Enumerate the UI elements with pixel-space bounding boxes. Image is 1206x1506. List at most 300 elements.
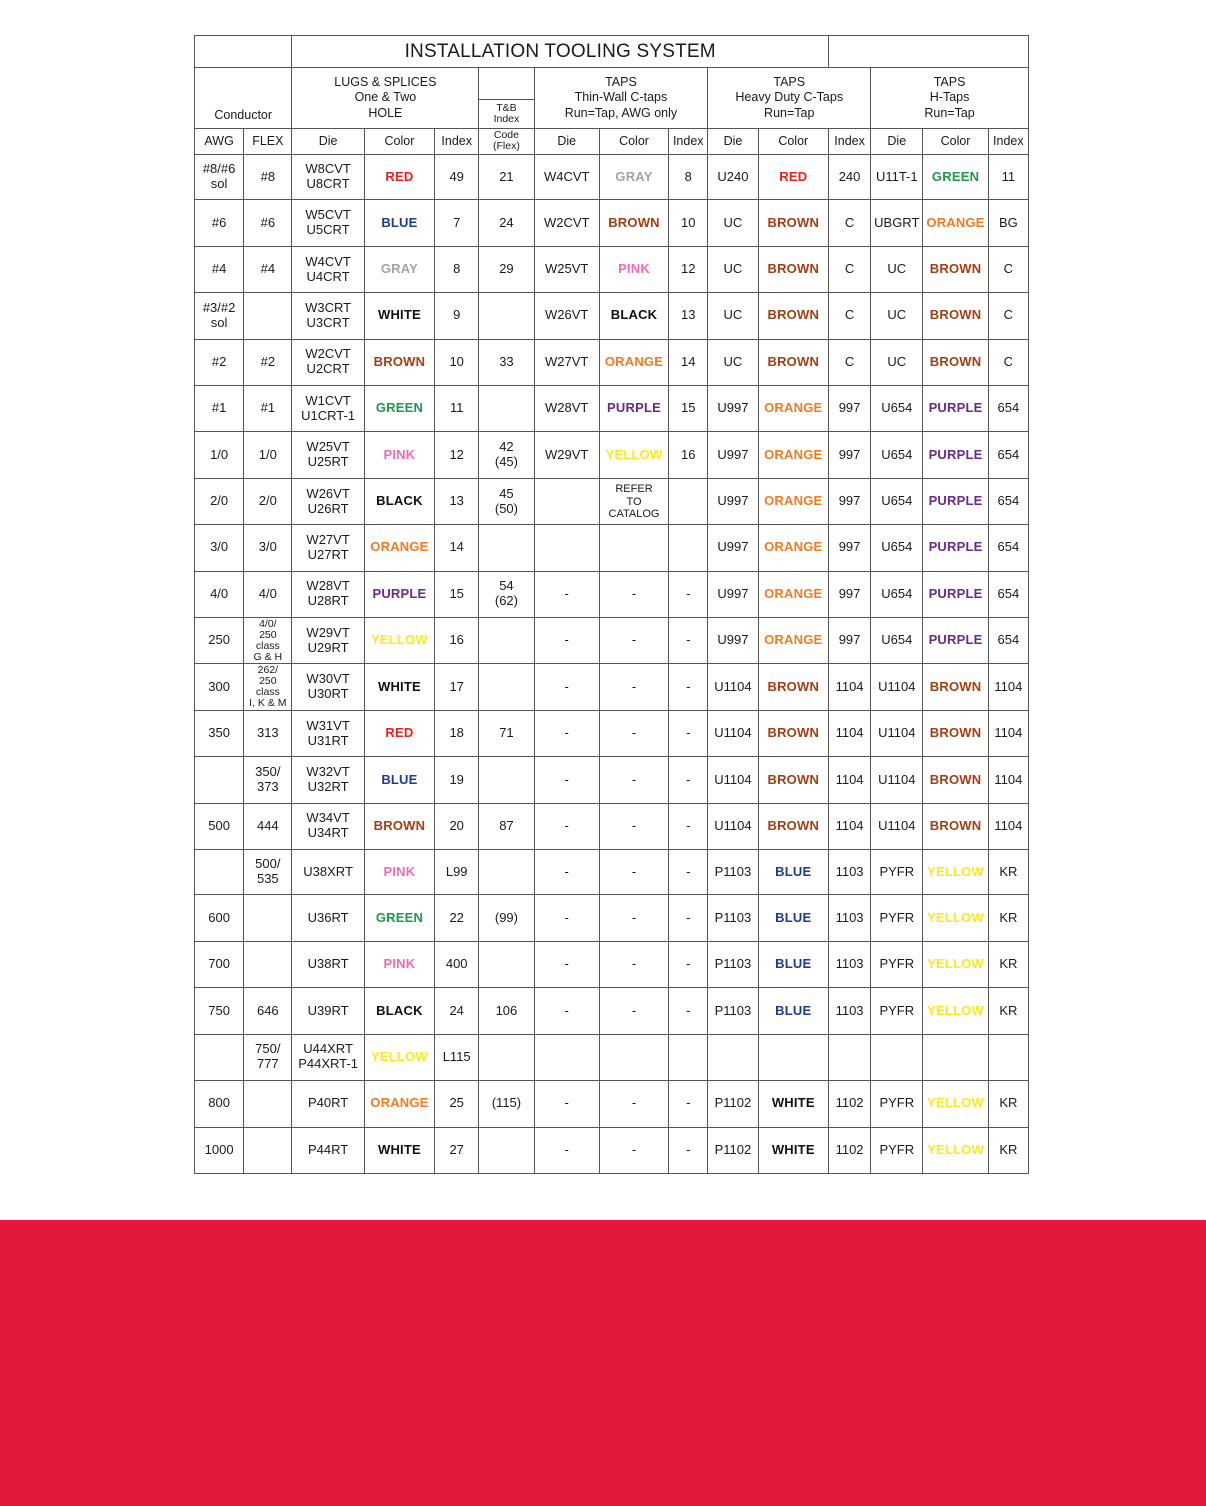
cell-awg: 250 (195, 618, 244, 664)
cell-tb-code (479, 1034, 534, 1080)
cell-thin-index: 15 (669, 386, 708, 432)
cell-heavy-die: UC (708, 339, 758, 385)
cell-awg: 600 (195, 895, 244, 941)
cell-h-die: UBGRT (871, 200, 923, 246)
color-swatch-label: YELLOW (923, 941, 988, 987)
cell-thin-die: - (534, 1127, 599, 1173)
cell-thin-die: - (534, 571, 599, 617)
cell-thin-index: - (669, 988, 708, 1034)
cell-heavy-die: P1103 (708, 988, 758, 1034)
cell-heavy-index: 240 (828, 155, 870, 200)
cell-thin-die: - (534, 941, 599, 987)
table-row (195, 618, 1029, 664)
cell-flex: 313 (244, 710, 292, 756)
cell-thin-index (669, 525, 708, 571)
cell-heavy-index: 997 (828, 478, 870, 524)
cell-lug-index: 10 (435, 339, 479, 385)
cell-h-index: KR (988, 941, 1028, 987)
cell-flex: 1/0 (244, 432, 292, 478)
color-swatch-label: WHITE (758, 1127, 828, 1173)
cell-thin-index: 13 (669, 293, 708, 339)
cell-lug-index: 27 (435, 1127, 479, 1173)
cell-heavy-index: 1103 (828, 941, 870, 987)
cell-lug-index: 9 (435, 293, 479, 339)
color-swatch-label: PURPLE (923, 571, 988, 617)
column-header-heavy-color: Color (758, 128, 828, 154)
cell-tb-code (479, 850, 534, 895)
cell-tb-code: 33 (479, 339, 534, 385)
color-swatch-label: PINK (364, 941, 434, 987)
cell-lug-index: 17 (435, 664, 479, 710)
cell-thin-color: - (599, 1081, 668, 1127)
cell-heavy-index: 1103 (828, 895, 870, 941)
cell-lug-die: W5CVT U5CRT (292, 200, 364, 246)
cell-heavy-die: UC (708, 200, 758, 246)
cell-awg: #2 (195, 339, 244, 385)
cell-lug-index: L115 (435, 1034, 479, 1080)
cell-lug-die: U39RT (292, 988, 364, 1034)
color-swatch-label: RED (364, 710, 434, 756)
cell-heavy-die: P1103 (708, 941, 758, 987)
cell-h-index: 1104 (988, 757, 1028, 803)
column-header-heavy-index: Index (828, 128, 870, 154)
cell-thin-die: - (534, 895, 599, 941)
cell-lug-die: U38XRT (292, 850, 364, 895)
cell-heavy-index: C (828, 246, 870, 292)
chart-title: INSTALLATION TOOLING SYSTEM (292, 36, 829, 68)
color-swatch-label: GRAY (599, 155, 668, 200)
column-header-h-color: Color (923, 128, 988, 154)
color-swatch-label: BROWN (758, 246, 828, 292)
color-swatch-label: BROWN (923, 757, 988, 803)
cell-thin-die (534, 478, 599, 524)
color-swatch-label: RED (364, 155, 434, 200)
color-swatch-label: PINK (364, 432, 434, 478)
cell-awg: #8/#6 sol (195, 155, 244, 200)
cell-awg: #1 (195, 386, 244, 432)
cell-lug-index: 12 (435, 432, 479, 478)
color-swatch-label: YELLOW (923, 850, 988, 895)
cell-h-index: 654 (988, 525, 1028, 571)
cell-thin-color: - (599, 850, 668, 895)
cell-thin-color: - (599, 710, 668, 756)
color-swatch-label: BROWN (923, 664, 988, 710)
color-swatch-label: ORANGE (758, 618, 828, 664)
cell-flex: 500/ 535 (244, 850, 292, 895)
cell-lug-die: U36RT (292, 895, 364, 941)
cell-thin-index: - (669, 618, 708, 664)
cell-thin-index: - (669, 1127, 708, 1173)
column-header-heavy-die: Die (708, 128, 758, 154)
cell-h-index: KR (988, 895, 1028, 941)
cell-thin-index: 16 (669, 432, 708, 478)
cell-h-die: U1104 (871, 710, 923, 756)
color-swatch-label: BROWN (923, 803, 988, 849)
cell-flex: #2 (244, 339, 292, 385)
color-swatch-label: ORANGE (758, 432, 828, 478)
cell-flex: 3/0 (244, 525, 292, 571)
cell-thin-index: 8 (669, 155, 708, 200)
cell-lug-die: W4CVT U4CRT (292, 246, 364, 292)
color-swatch-label: BLUE (758, 941, 828, 987)
cell-awg (195, 1034, 244, 1080)
title-blank-left (195, 36, 292, 68)
cell-h-index: C (988, 246, 1028, 292)
color-swatch-label: YELLOW (923, 895, 988, 941)
cell-flex: 4/0 (244, 571, 292, 617)
cell-tb-code: 24 (479, 200, 534, 246)
color-swatch-label: YELLOW (923, 988, 988, 1034)
cell-awg: 350 (195, 710, 244, 756)
cell-tb-code (479, 293, 534, 339)
cell-thin-index: - (669, 941, 708, 987)
cell-h-index: BG (988, 200, 1028, 246)
color-swatch-label: ORANGE (758, 478, 828, 524)
cell-lug-index: 400 (435, 941, 479, 987)
cell-thin-color: - (599, 803, 668, 849)
cell-thin-index: - (669, 757, 708, 803)
color-swatch-label: BLACK (599, 293, 668, 339)
cell-heavy-index: 1103 (828, 850, 870, 895)
table-row (195, 1034, 1029, 1080)
cell-thin-color: - (599, 941, 668, 987)
color-swatch-label: BROWN (758, 803, 828, 849)
cell-flex: 2/0 (244, 478, 292, 524)
cell-tb-code: (115) (479, 1081, 534, 1127)
cell-heavy-index (828, 1034, 870, 1080)
color-swatch-label: ORANGE (364, 1081, 434, 1127)
cell-lug-index: L99 (435, 850, 479, 895)
cell-heavy-index: C (828, 200, 870, 246)
table-row (195, 941, 1029, 987)
color-swatch-label: BLUE (364, 200, 434, 246)
cell-thin-die: - (534, 757, 599, 803)
cell-tb-code (479, 525, 534, 571)
cell-flex: 350/ 373 (244, 757, 292, 803)
cell-flex: 646 (244, 988, 292, 1034)
h-taps-header: TAPS H-Taps Run=Tap (871, 68, 1029, 129)
cell-thin-color (599, 1034, 668, 1080)
cell-h-index: 654 (988, 432, 1028, 478)
cell-thin-index: - (669, 571, 708, 617)
color-swatch-label: ORANGE (758, 386, 828, 432)
cell-heavy-die: U997 (708, 571, 758, 617)
cell-h-die: U1104 (871, 664, 923, 710)
cell-thin-index: 10 (669, 200, 708, 246)
cell-h-die: UC (871, 293, 923, 339)
cell-lug-index: 8 (435, 246, 479, 292)
color-swatch-label: BROWN (758, 339, 828, 385)
cell-thin-die: - (534, 1081, 599, 1127)
cell-h-index: 1104 (988, 664, 1028, 710)
cell-thin-index: - (669, 803, 708, 849)
cell-thin-index: 12 (669, 246, 708, 292)
cell-awg: 500 (195, 803, 244, 849)
cell-thin-index: - (669, 1081, 708, 1127)
cell-h-index: KR (988, 1081, 1028, 1127)
heavy-duty-taps-header: TAPS Heavy Duty C-Taps Run=Tap (708, 68, 871, 129)
cell-thin-die (534, 1034, 599, 1080)
cell-h-index: 654 (988, 618, 1028, 664)
cell-thin-die: - (534, 664, 599, 710)
cell-h-index: 11 (988, 155, 1028, 200)
cell-lug-index: 19 (435, 757, 479, 803)
color-swatch-label: GREEN (364, 895, 434, 941)
table-row (195, 850, 1029, 895)
cell-h-die: U1104 (871, 757, 923, 803)
color-swatch-label: PURPLE (923, 618, 988, 664)
color-swatch-label: BROWN (758, 293, 828, 339)
color-swatch-label: BROWN (758, 200, 828, 246)
cell-heavy-die: P1103 (708, 895, 758, 941)
color-swatch-label: BLACK (364, 988, 434, 1034)
cell-lug-die: U44XRT P44XRT-1 (292, 1034, 364, 1080)
cell-h-die: U654 (871, 478, 923, 524)
cell-h-die: U654 (871, 386, 923, 432)
cell-h-index: KR (988, 988, 1028, 1034)
cell-lug-die: W26VT U26RT (292, 478, 364, 524)
cell-heavy-die: U997 (708, 525, 758, 571)
cell-h-die: U654 (871, 571, 923, 617)
cell-tb-code: 29 (479, 246, 534, 292)
cell-thin-color: - (599, 757, 668, 803)
cell-heavy-die: UC (708, 293, 758, 339)
table-row (195, 293, 1029, 339)
cell-lug-index: 15 (435, 571, 479, 617)
title-row (195, 36, 1029, 68)
cell-thin-die: - (534, 710, 599, 756)
cell-lug-die: P44RT (292, 1127, 364, 1173)
cell-thin-color (599, 525, 668, 571)
cell-thin-die: - (534, 988, 599, 1034)
color-swatch-label: PURPLE (923, 432, 988, 478)
table-row (195, 710, 1029, 756)
cell-tb-code (479, 757, 534, 803)
cell-h-index: 654 (988, 386, 1028, 432)
table-row (195, 571, 1029, 617)
color-swatch-label: BROWN (758, 710, 828, 756)
table-row (195, 895, 1029, 941)
cell-heavy-die: U1104 (708, 757, 758, 803)
column-header-lug-index: Index (435, 128, 479, 154)
cell-thin-die: W26VT (534, 293, 599, 339)
cell-heavy-index: 1102 (828, 1127, 870, 1173)
cell-h-die: U654 (871, 618, 923, 664)
cell-heavy-index: 1104 (828, 757, 870, 803)
cell-tb-code (479, 1127, 534, 1173)
table-row (195, 757, 1029, 803)
cell-lug-die: W34VT U34RT (292, 803, 364, 849)
cell-heavy-die: UC (708, 246, 758, 292)
color-swatch-label: BROWN (599, 200, 668, 246)
column-header-awg: AWG (195, 128, 244, 154)
cell-heavy-index: 997 (828, 525, 870, 571)
column-header-lug-die: Die (292, 128, 364, 154)
color-swatch-label: BROWN (923, 293, 988, 339)
cell-thin-die: - (534, 803, 599, 849)
cell-lug-index: 11 (435, 386, 479, 432)
cell-h-die: UC (871, 339, 923, 385)
color-swatch-label: GREEN (364, 386, 434, 432)
color-swatch-label: YELLOW (923, 1127, 988, 1173)
cell-h-index: C (988, 293, 1028, 339)
color-swatch-label: ORANGE (599, 339, 668, 385)
color-swatch-label: PINK (364, 850, 434, 895)
cell-flex: #1 (244, 386, 292, 432)
cell-heavy-index: 1102 (828, 1081, 870, 1127)
cell-thin-color: - (599, 571, 668, 617)
cell-tb-code (479, 386, 534, 432)
cell-lug-index: 16 (435, 618, 479, 664)
color-swatch-label: BLUE (758, 988, 828, 1034)
cell-tb-code: 106 (479, 988, 534, 1034)
cell-tb-code (479, 618, 534, 664)
cell-thin-die (534, 525, 599, 571)
cell-flex (244, 941, 292, 987)
cell-awg: 300 (195, 664, 244, 710)
cell-thin-die: W27VT (534, 339, 599, 385)
cell-heavy-die: U997 (708, 432, 758, 478)
table-row (195, 525, 1029, 571)
cell-h-index: 654 (988, 571, 1028, 617)
column-header-thin-index: Index (669, 128, 708, 154)
color-swatch-label: BROWN (923, 710, 988, 756)
cell-thin-die: W4CVT (534, 155, 599, 200)
color-swatch-label: BROWN (923, 246, 988, 292)
cell-flex: 750/ 777 (244, 1034, 292, 1080)
cell-lug-die: W8CVT U8CRT (292, 155, 364, 200)
cell-heavy-color (758, 1034, 828, 1080)
cell-awg (195, 850, 244, 895)
cell-tb-code: 87 (479, 803, 534, 849)
cell-lug-die: W29VT U29RT (292, 618, 364, 664)
cell-awg: 1000 (195, 1127, 244, 1173)
tooling-chart (194, 35, 1029, 1174)
cell-flex: #4 (244, 246, 292, 292)
color-swatch-label: PURPLE (923, 478, 988, 524)
color-swatch-label: PURPLE (923, 525, 988, 571)
cell-heavy-index: 997 (828, 618, 870, 664)
cell-heavy-die: U240 (708, 155, 758, 200)
cell-h-die: PYFR (871, 1127, 923, 1173)
cell-heavy-index: 1104 (828, 710, 870, 756)
color-swatch-label: ORANGE (923, 200, 988, 246)
table-row (195, 1127, 1029, 1173)
color-swatch-label: BROWN (364, 803, 434, 849)
cell-thin-index (669, 1034, 708, 1080)
color-swatch-label: BROWN (758, 664, 828, 710)
table-row (195, 386, 1029, 432)
cell-heavy-die: P1102 (708, 1081, 758, 1127)
cell-h-die: PYFR (871, 1081, 923, 1127)
color-swatch-label: BROWN (923, 339, 988, 385)
cell-heavy-index: 1103 (828, 988, 870, 1034)
thin-wall-taps-header: TAPS Thin-Wall C-taps Run=Tap, AWG only (534, 68, 708, 129)
color-swatch-label: BLUE (758, 850, 828, 895)
color-swatch-label: GREEN (923, 155, 988, 200)
cell-h-die: U11T-1 (871, 155, 923, 200)
column-header-tb-code: Code (Flex) (479, 128, 534, 154)
cell-thin-color: - (599, 1127, 668, 1173)
color-swatch-label: BLACK (364, 478, 434, 524)
cell-awg: 750 (195, 988, 244, 1034)
color-swatch-label: ORANGE (758, 571, 828, 617)
cell-tb-code: 45 (50) (479, 478, 534, 524)
cell-heavy-die: P1102 (708, 1127, 758, 1173)
cell-h-die (871, 1034, 923, 1080)
cell-flex: 262/ 250 class I, K & M (244, 664, 292, 710)
cell-tb-code (479, 664, 534, 710)
cell-h-index: C (988, 339, 1028, 385)
color-swatch-label: GRAY (364, 246, 434, 292)
table-row (195, 339, 1029, 385)
cell-flex: 4/0/ 250 class G & H (244, 618, 292, 664)
tb-index-header: T&B Index (479, 99, 534, 128)
cell-flex (244, 1081, 292, 1127)
cell-h-die: UC (871, 246, 923, 292)
color-swatch-label: RED (758, 155, 828, 200)
group-header-row-1 (195, 68, 1029, 99)
table-row (195, 1081, 1029, 1127)
cell-lug-index: 22 (435, 895, 479, 941)
cell-heavy-index: C (828, 293, 870, 339)
cell-flex (244, 895, 292, 941)
tooling-table (194, 35, 1029, 1174)
cell-thin-die: W29VT (534, 432, 599, 478)
cell-heavy-die (708, 1034, 758, 1080)
cell-awg: 1/0 (195, 432, 244, 478)
cell-lug-index: 25 (435, 1081, 479, 1127)
lugs-splices-header: LUGS & SPLICES One & Two HOLE (292, 68, 479, 129)
conductor-header: Conductor (195, 68, 292, 129)
color-swatch-label: BROWN (364, 339, 434, 385)
color-swatch-label: WHITE (364, 293, 434, 339)
cell-h-index: KR (988, 850, 1028, 895)
accent-bar (0, 1220, 1206, 1506)
column-header-h-die: Die (871, 128, 923, 154)
column-header-lug-color: Color (364, 128, 434, 154)
cell-h-index: 1104 (988, 803, 1028, 849)
cell-heavy-die: P1103 (708, 850, 758, 895)
cell-thin-color: - (599, 664, 668, 710)
color-swatch-label: BLUE (364, 757, 434, 803)
cell-h-index: KR (988, 1127, 1028, 1173)
table-row (195, 246, 1029, 292)
table-row (195, 155, 1029, 200)
cell-flex: #8 (244, 155, 292, 200)
color-swatch-label: PURPLE (364, 571, 434, 617)
color-swatch-label: PINK (599, 246, 668, 292)
cell-h-die: U654 (871, 525, 923, 571)
color-swatch-label: WHITE (758, 1081, 828, 1127)
cell-lug-index: 24 (435, 988, 479, 1034)
cell-thin-index: 14 (669, 339, 708, 385)
cell-heavy-die: U997 (708, 386, 758, 432)
cell-flex (244, 1127, 292, 1173)
cell-awg (195, 757, 244, 803)
cell-h-index: 654 (988, 478, 1028, 524)
cell-lug-die: W25VT U25RT (292, 432, 364, 478)
cell-tb-code: 21 (479, 155, 534, 200)
cell-lug-die: U38RT (292, 941, 364, 987)
cell-thin-index: - (669, 710, 708, 756)
column-header-flex: FLEX (244, 128, 292, 154)
cell-heavy-die: U997 (708, 478, 758, 524)
cell-lug-die: W3CRT U3CRT (292, 293, 364, 339)
table-row (195, 803, 1029, 849)
cell-tb-code: 71 (479, 710, 534, 756)
tb-blank (479, 68, 534, 99)
